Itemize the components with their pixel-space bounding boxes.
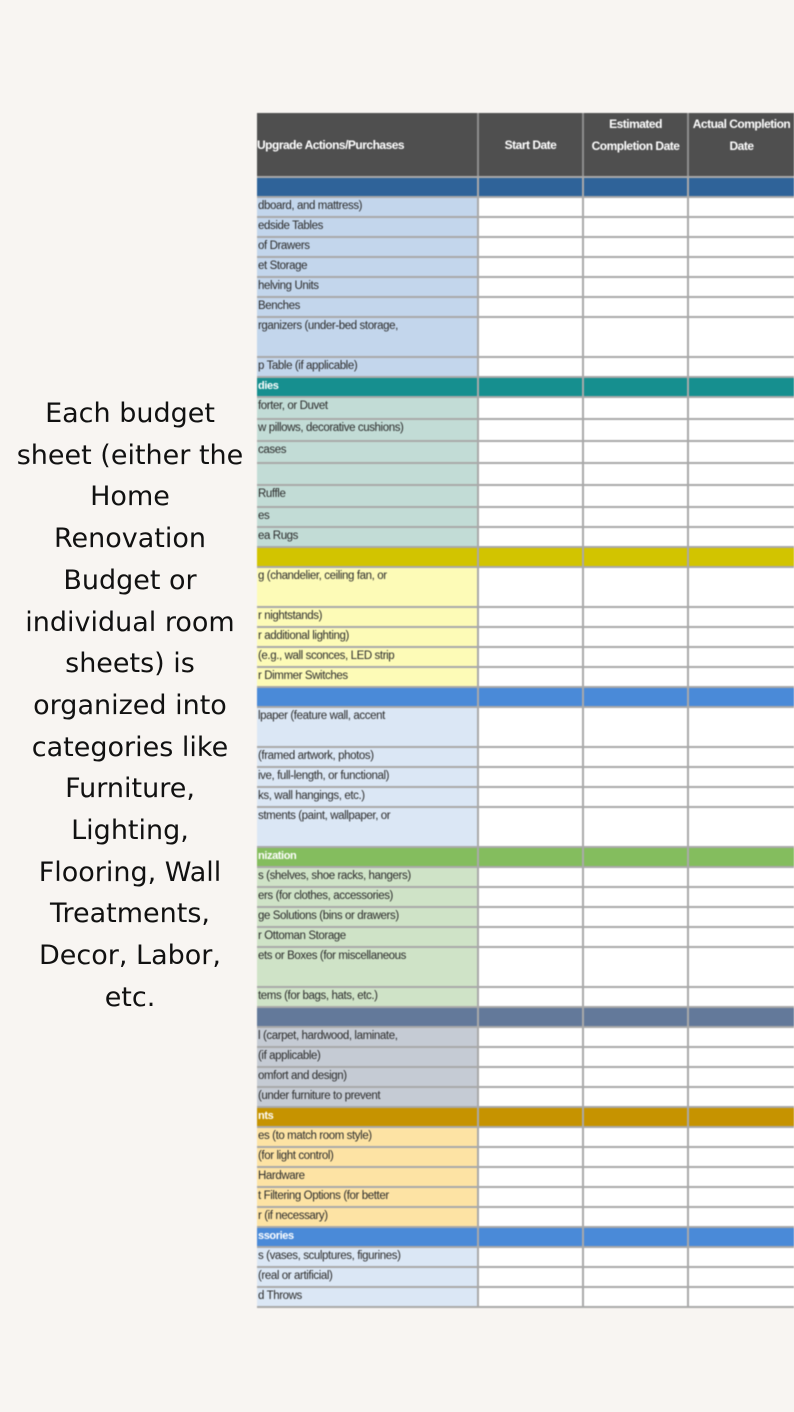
actual-date-cell[interactable] [689,1128,794,1146]
category-cell[interactable] [584,378,689,396]
actual-date-cell[interactable] [689,648,794,666]
table-row [257,442,794,464]
item-label-cell[interactable]: ks, wall hangings, etc.) [257,788,479,806]
start-date-cell[interactable] [479,988,584,1006]
actual-date-cell[interactable] [689,1048,794,1066]
estimated-date-cell[interactable] [584,358,689,376]
start-date-cell[interactable] [479,1148,584,1166]
estimated-date-cell[interactable] [584,648,689,666]
item-label-cell[interactable]: Ruffle [257,486,479,506]
estimated-date-cell[interactable] [584,1188,689,1206]
estimated-date-cell[interactable] [584,1048,689,1066]
table-row [257,708,794,748]
estimated-date-cell[interactable] [584,908,689,926]
estimated-date-cell[interactable] [584,868,689,886]
table-row [257,648,794,668]
table-row [257,1188,794,1208]
caption-text: Each budget sheet (either the Home Renovation Budget or individual room sheets) is organized into categories like Furniture, Lighting, Flooring, Wall Treatments, Decor, Labor, etc. [16,398,244,1013]
estimated-date-cell[interactable] [584,486,689,506]
item-label-cell[interactable]: w pillows, decorative cushions) [257,420,479,440]
category-cell[interactable] [689,1228,794,1246]
start-date-cell[interactable] [479,486,584,506]
estimated-date-cell[interactable] [584,318,689,356]
start-date-cell[interactable] [479,1128,584,1146]
table-row [257,948,794,988]
table-row [257,808,794,848]
table-row [257,1028,794,1048]
table-row [257,464,794,486]
table-row [257,748,794,768]
category-cell[interactable] [689,1108,794,1126]
item-label-cell[interactable]: ets or Boxes (for miscellaneous [257,948,479,986]
item-label-cell[interactable]: of Drawers [257,238,479,256]
actual-date-cell[interactable] [689,420,794,440]
estimated-date-cell[interactable] [584,298,689,316]
category-cell[interactable] [479,1228,584,1246]
item-label-cell[interactable]: Benches [257,298,479,316]
actual-date-cell[interactable] [689,1028,794,1046]
start-date-cell[interactable] [479,218,584,236]
start-date-cell[interactable] [479,768,584,786]
item-label-cell[interactable]: (framed artwork, photos) [257,748,479,766]
actual-date-cell[interactable] [689,1208,794,1226]
table-row [257,1268,794,1288]
estimated-date-cell[interactable] [584,238,689,256]
table-row [257,908,794,928]
actual-date-cell[interactable] [689,278,794,296]
start-date-cell[interactable] [479,748,584,766]
item-label-cell[interactable]: es (to match room style) [257,1128,479,1146]
actual-date-cell[interactable] [689,218,794,236]
table-row [257,198,794,218]
start-date-cell[interactable] [479,1168,584,1186]
item-label-cell[interactable]: rganizers (under-bed storage, [257,318,479,356]
table-row [257,1168,794,1188]
actual-date-cell[interactable] [689,464,794,484]
category-cell[interactable] [689,548,794,566]
start-date-cell[interactable] [479,648,584,666]
estimated-date-cell[interactable] [584,258,689,276]
estimated-date-cell[interactable] [584,568,689,606]
start-date-cell[interactable] [479,668,584,686]
estimated-date-cell[interactable] [584,628,689,646]
estimated-date-cell[interactable] [584,1068,689,1086]
start-date-cell[interactable] [479,1288,584,1306]
header-start-date[interactable]: Start Date [479,113,584,176]
category-row [257,1228,794,1248]
start-date-cell[interactable] [479,948,584,986]
start-date-cell[interactable] [479,420,584,440]
actual-date-cell[interactable] [689,568,794,606]
table-row [257,888,794,908]
category-row [257,178,794,198]
table-row [257,298,794,318]
actual-date-cell[interactable] [689,528,794,546]
category-label[interactable] [257,548,479,566]
estimated-date-cell[interactable] [584,398,689,418]
actual-date-cell[interactable] [689,238,794,256]
item-label-cell[interactable]: (real or artificial) [257,1268,479,1286]
table-row [257,258,794,278]
estimated-date-cell[interactable] [584,1208,689,1226]
estimated-date-cell[interactable] [584,788,689,806]
actual-date-cell[interactable] [689,808,794,846]
category-label[interactable]: nts [257,1108,479,1126]
table-row [257,1248,794,1268]
category-cell[interactable] [479,178,584,196]
actual-date-cell[interactable] [689,358,794,376]
estimated-date-cell[interactable] [584,1028,689,1046]
start-date-cell[interactable] [479,508,584,526]
category-row [257,378,794,398]
header-actual-completion[interactable]: Actual Completion Date [689,113,794,176]
budget-spreadsheet [257,113,794,1308]
table-row [257,1088,794,1108]
category-cell[interactable] [689,688,794,706]
actual-date-cell[interactable] [689,748,794,766]
actual-date-cell[interactable] [689,668,794,686]
actual-date-cell[interactable] [689,486,794,506]
table-row [257,508,794,528]
start-date-cell[interactable] [479,708,584,746]
estimated-date-cell[interactable] [584,988,689,1006]
item-label-cell[interactable]: d Throws [257,1288,479,1306]
start-date-cell[interactable] [479,1028,584,1046]
start-date-cell[interactable] [479,198,584,216]
table-row [257,668,794,688]
actual-date-cell[interactable] [689,1288,794,1306]
estimated-date-cell[interactable] [584,948,689,986]
table-row [257,628,794,648]
item-label-cell[interactable]: tems (for bags, hats, etc.) [257,988,479,1006]
table-row [257,988,794,1008]
start-date-cell[interactable] [479,888,584,906]
actual-date-cell[interactable] [689,1248,794,1266]
category-cell[interactable] [584,178,689,196]
table-row [257,1288,794,1308]
actual-date-cell[interactable] [689,318,794,356]
table-row [257,568,794,608]
estimated-date-cell[interactable] [584,608,689,626]
table-row [257,238,794,258]
table-row [257,768,794,788]
start-date-cell[interactable] [479,298,584,316]
start-date-cell[interactable] [479,464,584,484]
item-label-cell[interactable]: s (shelves, shoe racks, hangers) [257,868,479,886]
table-row [257,358,794,378]
item-label-cell[interactable]: es [257,508,479,526]
category-label[interactable]: ssories [257,1228,479,1246]
table-row [257,318,794,358]
item-label-cell[interactable]: ive, full-length, or functional) [257,768,479,786]
actual-date-cell[interactable] [689,888,794,906]
item-label-cell[interactable]: r Ottoman Storage [257,928,479,946]
actual-date-cell[interactable] [689,988,794,1006]
category-cell[interactable] [689,178,794,196]
actual-date-cell[interactable] [689,788,794,806]
item-label-cell[interactable]: cases [257,442,479,462]
estimated-date-cell[interactable] [584,1148,689,1166]
actual-date-cell[interactable] [689,442,794,462]
table-row [257,398,794,420]
start-date-cell[interactable] [479,568,584,606]
category-row [257,548,794,568]
sheet-body [257,178,794,1308]
table-row [257,528,794,548]
table-row [257,928,794,948]
actual-date-cell[interactable] [689,508,794,526]
table-row [257,868,794,888]
category-label[interactable]: dies [257,378,479,396]
category-label[interactable] [257,178,479,196]
category-cell[interactable] [584,548,689,566]
actual-date-cell[interactable] [689,198,794,216]
actual-date-cell[interactable] [689,1148,794,1166]
actual-date-cell[interactable] [689,608,794,626]
actual-date-cell[interactable] [689,1268,794,1286]
start-date-cell[interactable] [479,398,584,418]
item-label-cell[interactable]: r (if necessary) [257,1208,479,1226]
item-label-cell[interactable]: ers (for clothes, accessories) [257,888,479,906]
estimated-date-cell[interactable] [584,1088,689,1106]
item-label-cell[interactable]: Hardware [257,1168,479,1186]
category-row [257,1008,794,1028]
item-label-cell[interactable]: dboard, and mattress) [257,198,479,216]
estimated-date-cell[interactable] [584,1128,689,1146]
start-date-cell[interactable] [479,442,584,462]
item-label-cell[interactable]: (for light control) [257,1148,479,1166]
start-date-cell[interactable] [479,258,584,276]
item-label-cell[interactable]: r nightstands) [257,608,479,626]
actual-date-cell[interactable] [689,1068,794,1086]
start-date-cell[interactable] [479,1048,584,1066]
start-date-cell[interactable] [479,318,584,356]
actual-date-cell[interactable] [689,298,794,316]
item-label-cell[interactable]: omfort and design) [257,1068,479,1086]
estimated-date-cell[interactable] [584,1248,689,1266]
item-label-cell[interactable]: r Dimmer Switches [257,668,479,686]
item-label-cell[interactable]: l (carpet, hardwood, laminate, [257,1028,479,1046]
table-row [257,1208,794,1228]
estimated-date-cell[interactable] [584,928,689,946]
start-date-cell[interactable] [479,238,584,256]
item-label-cell[interactable] [257,464,479,484]
actual-date-cell[interactable] [689,1188,794,1206]
category-cell[interactable] [584,1108,689,1126]
estimated-date-cell[interactable] [584,768,689,786]
actual-date-cell[interactable] [689,708,794,746]
actual-date-cell[interactable] [689,868,794,886]
category-cell[interactable] [689,1008,794,1026]
item-label-cell[interactable]: et Storage [257,258,479,276]
category-row [257,688,794,708]
start-date-cell[interactable] [479,278,584,296]
actual-date-cell[interactable] [689,928,794,946]
category-cell[interactable] [479,378,584,396]
estimated-date-cell[interactable] [584,1168,689,1186]
estimated-date-cell[interactable] [584,708,689,746]
table-row [257,1068,794,1088]
start-date-cell[interactable] [479,528,584,546]
item-label-cell[interactable]: lpaper (feature wall, accent [257,708,479,746]
header-actions[interactable]: Upgrade Actions/Purchases [257,113,479,176]
table-row [257,486,794,508]
item-label-cell[interactable]: (under furniture to prevent [257,1088,479,1106]
start-date-cell[interactable] [479,608,584,626]
estimated-date-cell[interactable] [584,748,689,766]
category-cell[interactable] [479,848,584,866]
item-label-cell[interactable]: edside Tables [257,218,479,236]
actual-date-cell[interactable] [689,1168,794,1186]
table-row [257,218,794,238]
start-date-cell[interactable] [479,1268,584,1286]
category-cell[interactable] [584,688,689,706]
item-label-cell[interactable]: ea Rugs [257,528,479,546]
table-row [257,420,794,442]
actual-date-cell[interactable] [689,908,794,926]
item-label-cell[interactable]: t Filtering Options (for better [257,1188,479,1206]
category-cell[interactable] [479,548,584,566]
table-row [257,788,794,808]
estimated-date-cell[interactable] [584,198,689,216]
estimated-date-cell[interactable] [584,808,689,846]
start-date-cell[interactable] [479,1248,584,1266]
category-label[interactable]: nization [257,848,479,866]
table-row [257,278,794,298]
estimated-date-cell[interactable] [584,1288,689,1306]
estimated-date-cell[interactable] [584,888,689,906]
table-row [257,1048,794,1068]
actual-date-cell[interactable] [689,398,794,418]
item-label-cell[interactable]: s (vases, sculptures, figurines) [257,1248,479,1266]
start-date-cell[interactable] [479,788,584,806]
start-date-cell[interactable] [479,908,584,926]
table-row [257,1148,794,1168]
start-date-cell[interactable] [479,1068,584,1086]
category-cell[interactable] [584,1008,689,1026]
item-label-cell[interactable]: g (chandelier, ceiling fan, or [257,568,479,606]
table-row [257,608,794,628]
start-date-cell[interactable] [479,628,584,646]
estimated-date-cell[interactable] [584,278,689,296]
item-label-cell[interactable]: ge Solutions (bins or drawers) [257,908,479,926]
start-date-cell[interactable] [479,868,584,886]
item-label-cell[interactable]: stments (paint, wallpaper, or [257,808,479,846]
category-label[interactable] [257,688,479,706]
category-cell[interactable] [584,848,689,866]
estimated-date-cell[interactable] [584,668,689,686]
estimated-date-cell[interactable] [584,464,689,484]
actual-date-cell[interactable] [689,628,794,646]
category-cell[interactable] [479,1108,584,1126]
estimated-date-cell[interactable] [584,420,689,440]
category-label[interactable] [257,1008,479,1026]
item-label-cell[interactable]: helving Units [257,278,479,296]
actual-date-cell[interactable] [689,258,794,276]
actual-date-cell[interactable] [689,948,794,986]
category-row [257,1108,794,1128]
item-label-cell[interactable]: forter, or Duvet [257,398,479,418]
header-estimated-completion[interactable]: Estimated Completion Date [584,113,689,176]
category-cell[interactable] [584,1228,689,1246]
category-cell[interactable] [689,848,794,866]
start-date-cell[interactable] [479,1188,584,1206]
category-row [257,848,794,868]
item-label-cell[interactable]: r additional lighting) [257,628,479,646]
start-date-cell[interactable] [479,928,584,946]
estimated-date-cell[interactable] [584,528,689,546]
start-date-cell[interactable] [479,1088,584,1106]
header-row [257,113,794,178]
item-label-cell[interactable]: (e.g., wall sconces, LED strip [257,648,479,666]
start-date-cell[interactable] [479,1208,584,1226]
estimated-date-cell[interactable] [584,508,689,526]
start-date-cell[interactable] [479,808,584,846]
estimated-date-cell[interactable] [584,1268,689,1286]
category-cell[interactable] [479,688,584,706]
category-cell[interactable] [479,1008,584,1026]
estimated-date-cell[interactable] [584,442,689,462]
actual-date-cell[interactable] [689,768,794,786]
actual-date-cell[interactable] [689,1088,794,1106]
table-row [257,1128,794,1148]
item-label-cell[interactable]: (if applicable) [257,1048,479,1066]
start-date-cell[interactable] [479,358,584,376]
estimated-date-cell[interactable] [584,218,689,236]
category-cell[interactable] [689,378,794,396]
item-label-cell[interactable]: p Table (if applicable) [257,358,479,376]
